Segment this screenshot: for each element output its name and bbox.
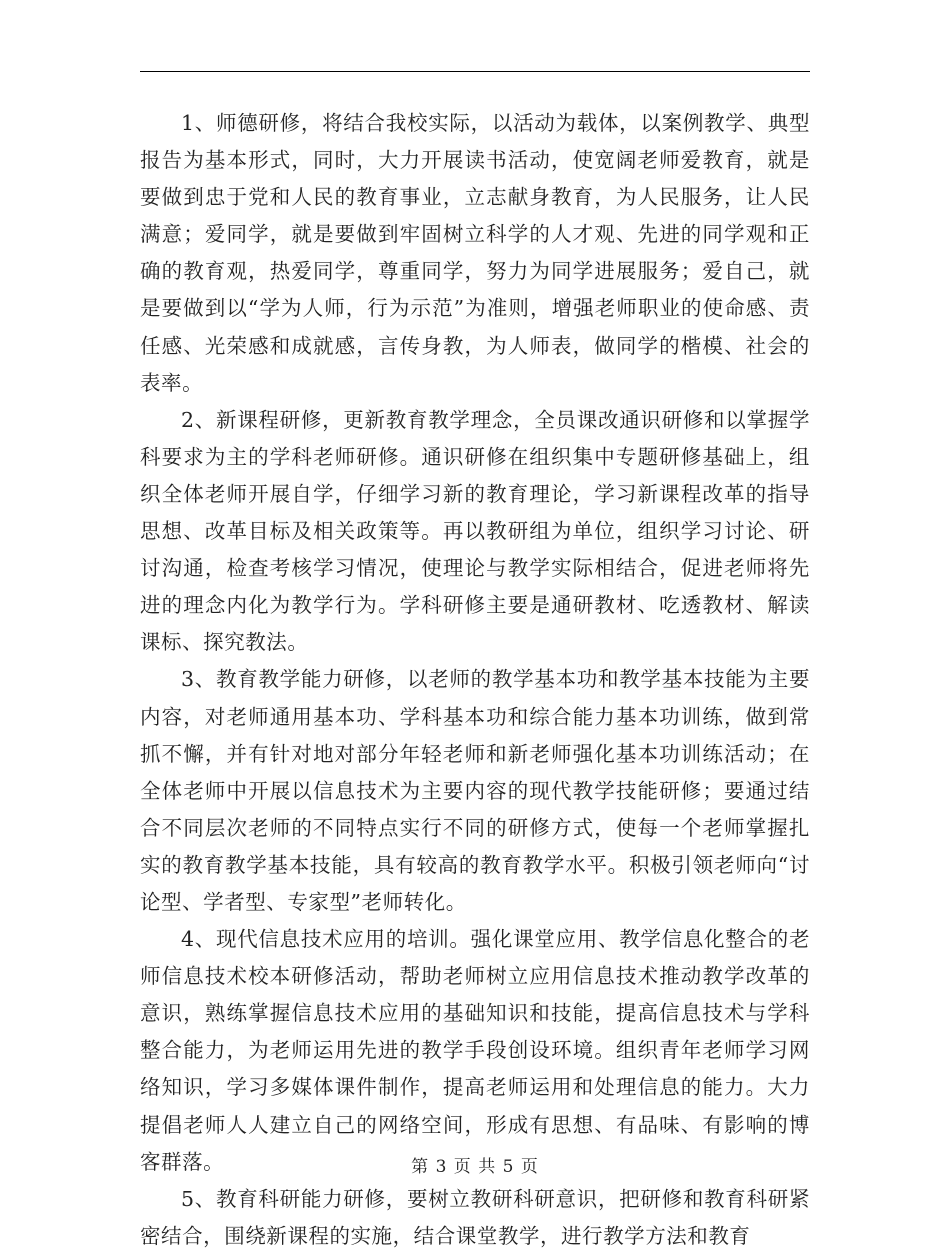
paragraph-4: 4、现代信息技术应用的培训。强化课堂应用、教学信息化整合的老师信息技术校本研修活动，帮助老师树立应用信息技术推动教学改革的意识，熟练掌握信息技术应用的基础知识和技能，提高信息技术与学科整合能力，为老师运用先进的教学手段创设环境。组织青年老师学习网络知识，学习多媒体课件制作，提高老师运用和处理信息的能力。大力提倡老师人人建立自己的网络空间，形成有思想、有品味、有影响的博客群落。 (140, 927, 810, 1174)
header-rule (140, 71, 810, 72)
page-number-footer: 第 3 页 共 5 页 (411, 1157, 539, 1177)
paragraph-1: 1、师德研修，将结合我校实际，以活动为载体，以案例教学、典型报告为基本形式，同时，大力开展读书活动，使宽阔老师爱教育，就是要做到忠于党和人民的教育事业，立志献身教育，为人民服务，让人民满意；爱同学，就是要做到牢固树立科学的人才观、先进的同学观和正确的教育观，热爱同学，尊重同学，努力为同学进展服务；爱自己，就是要做到以“学为人师，行为示范”为准则，增强老师职业的使命感、责任感、光荣感和成就感，言传身教，为人师表，做同学的楷模、社会的表率。 (140, 111, 810, 395)
paragraph-5: 5、教育科研能力研修，要树立教研科研意识，把研修和教育科研紧密结合，围绕新课程的实施，结合课堂教学，进行教学方法和教育 (140, 1186, 810, 1248)
document-body (140, 105, 810, 1255)
paragraph-2: 2、新课程研修，更新教育教学理念，全员课改通识研修和以掌握学科要求为主的学科老师研修。通识研修在组织集中专题研修基础上，组织全体老师开展自学，仔细学习新的教育理论，学习新课程改革的指导思想、改革目标及相关政策等。再以教研组为单位，组织学习讨论、研讨沟通，检查考核学习情况，使理论与教学实际相结合，促进老师将先进的理念内化为教学行为。学科研修主要是通研教材、吃透教材、解读课标、探究教法。 (140, 407, 810, 655)
paragraph-3: 3、教育教学能力研修，以老师的教学基本功和教学基本技能为主要内容，对老师通用基本功、学科基本功和综合能力基本功训练，做到常抓不懈，并有针对地对部分年轻老师和新老师强化基本功训练活动；在全体老师中开展以信息技术为主要内容的现代教学技能研修；要通过结合不同层次老师的不同特点实行不同的研修方式，使每一个老师掌握扎实的教育教学基本技能，具有较高的教育教学水平。积极引领老师向“讨论型、学者型、专家型”老师转化。 (140, 667, 810, 914)
